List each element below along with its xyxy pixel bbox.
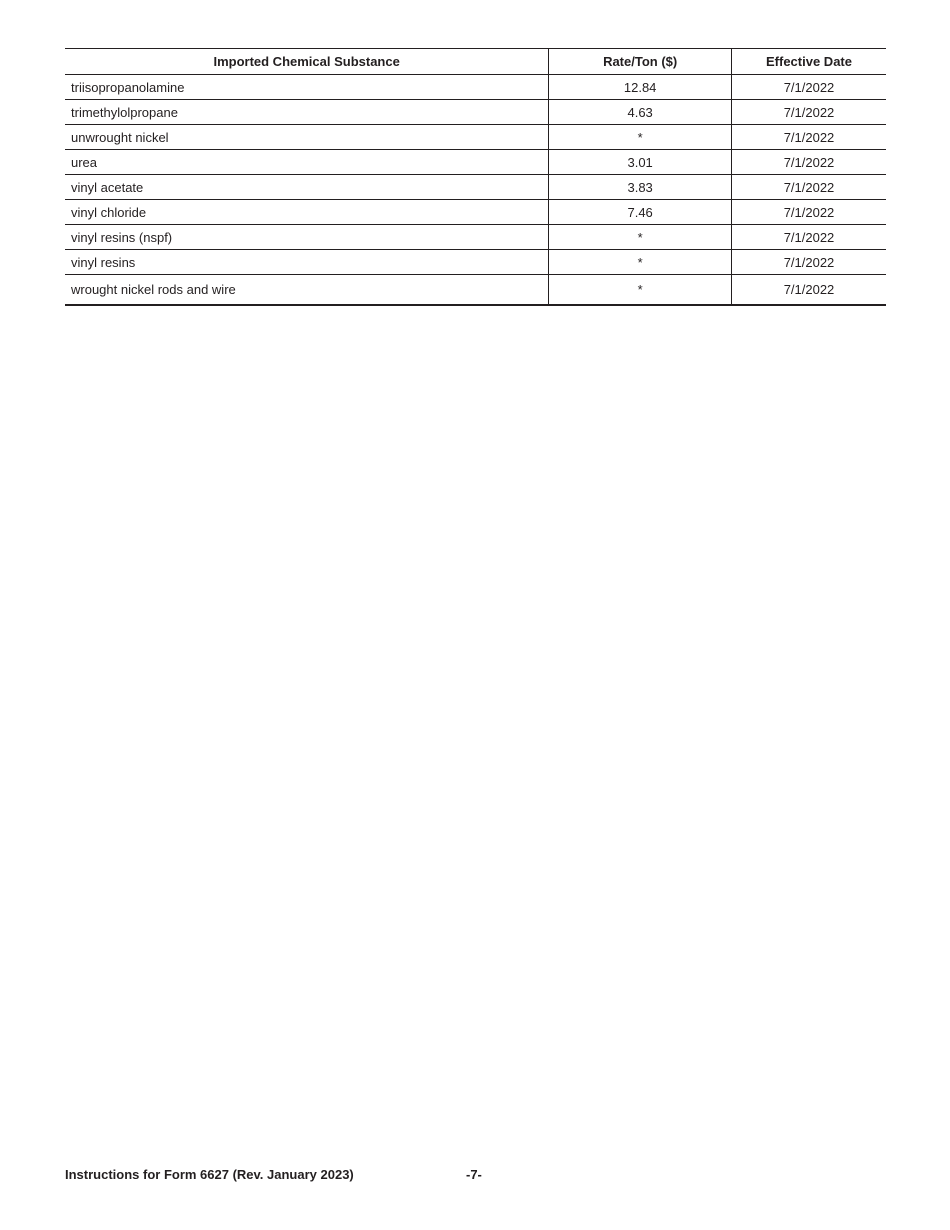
substance-cell: trimethylolpropane <box>65 100 549 125</box>
table-row <box>65 175 886 200</box>
date-cell: 7/1/2022 <box>783 129 835 145</box>
substance-cell: vinyl chloride <box>65 200 549 225</box>
substance-cell: unwrought nickel <box>65 125 549 150</box>
date-cell: 7/1/2022 <box>783 229 835 245</box>
rate-cell: 7.46 <box>549 200 732 225</box>
date-cell: 7/1/2022 <box>783 79 835 95</box>
date-cell: 7/1/2022 <box>783 204 835 220</box>
header-effective-date: Effective Date <box>732 49 887 75</box>
rate-cell: * <box>549 250 732 275</box>
date-cell: 7/1/2022 <box>783 154 835 170</box>
page-number: -7- <box>466 1167 482 1182</box>
substance-cell: triisopropanolamine <box>65 75 549 100</box>
table-row <box>65 200 886 225</box>
table-header-row <box>65 49 886 75</box>
rate-cell: 3.83 <box>549 175 732 200</box>
header-substance: Imported Chemical Substance <box>65 49 549 75</box>
substance-cell: vinyl acetate <box>65 175 549 200</box>
table-row <box>65 275 886 306</box>
date-cell: 7/1/2022 <box>783 254 835 270</box>
table-row <box>65 100 886 125</box>
substance-cell: vinyl resins <box>65 250 549 275</box>
substance-cell: vinyl resins (nspf) <box>65 225 549 250</box>
date-cell: 7/1/2022 <box>783 104 835 120</box>
rate-cell: 4.63 <box>549 100 732 125</box>
date-cell: 7/1/2022 <box>783 179 835 195</box>
form-title: Instructions for Form 6627 (Rev. January 2023) <box>65 1167 354 1182</box>
table-row <box>65 250 886 275</box>
date-cell: 7/1/2022 <box>783 282 835 297</box>
substance-cell: wrought nickel rods and wire <box>65 275 549 306</box>
rate-cell: 12.84 <box>549 75 732 100</box>
table-row <box>65 150 886 175</box>
table-row <box>65 225 886 250</box>
header-rate: Rate/Ton ($) <box>549 49 732 75</box>
rate-cell: * <box>549 275 732 306</box>
imported-chemical-substance-table <box>65 48 886 306</box>
table-row <box>65 75 886 100</box>
table-row <box>65 125 886 150</box>
rate-cell: 3.01 <box>549 150 732 175</box>
rate-cell: * <box>549 125 732 150</box>
rate-cell: * <box>549 225 732 250</box>
substance-cell: urea <box>65 150 549 175</box>
